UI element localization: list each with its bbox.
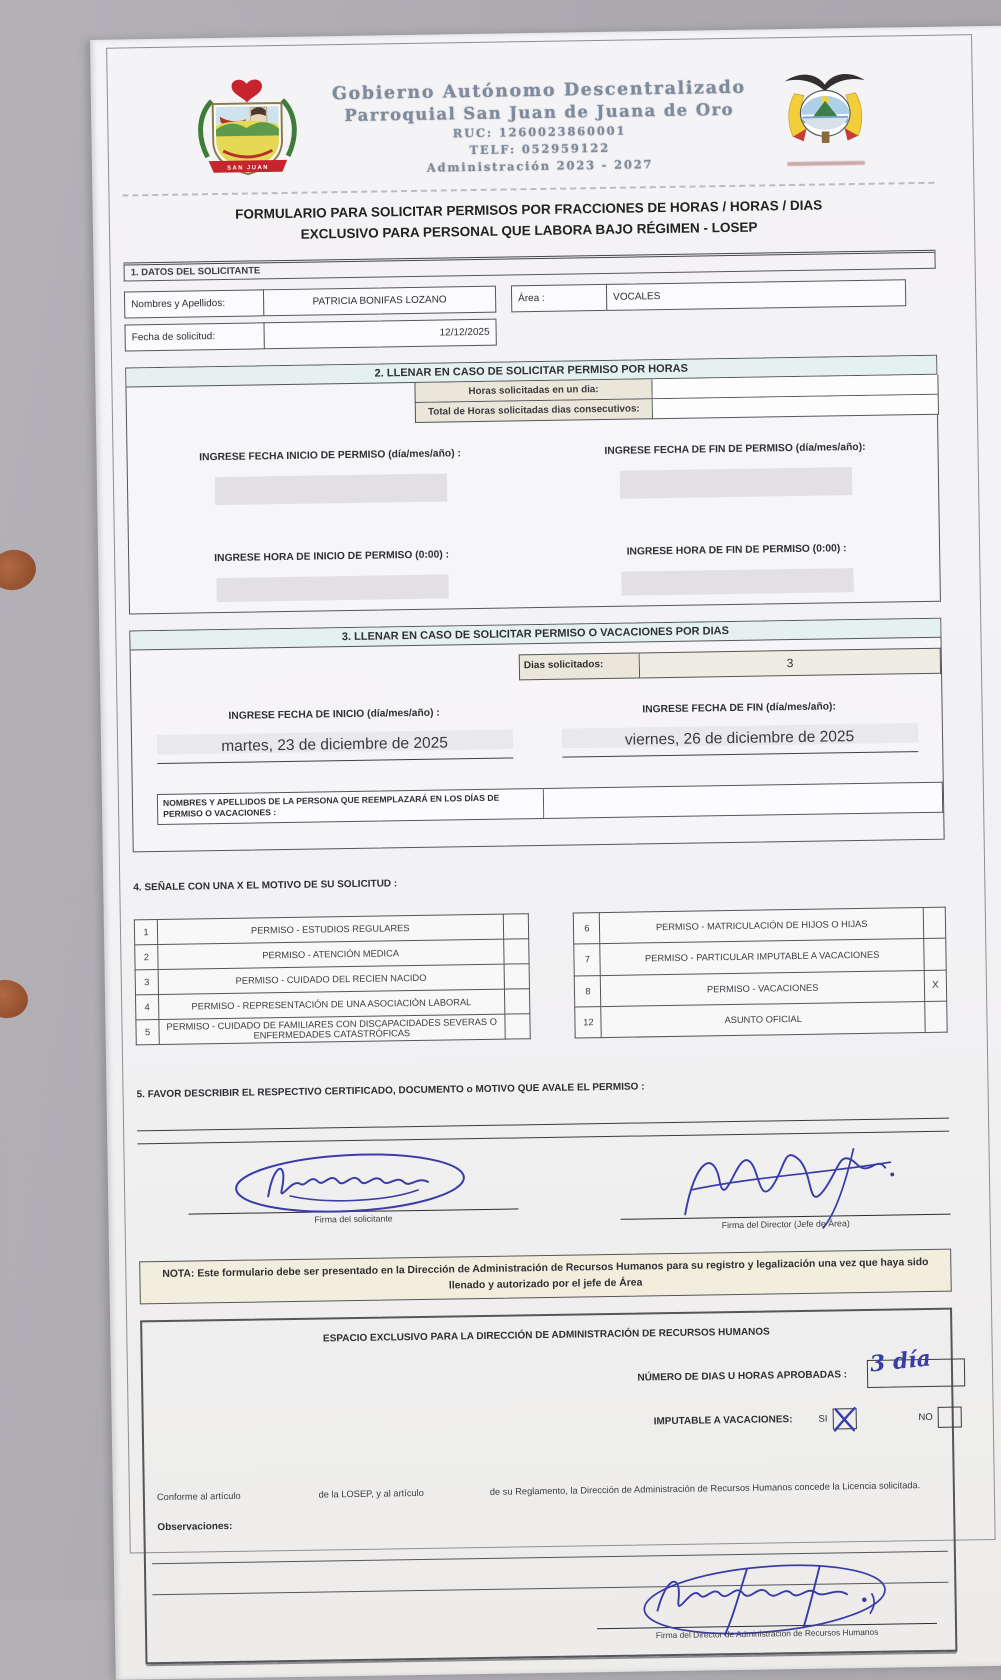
s2-fecha-inicio-field (214, 473, 446, 505)
s2-hora-inicio-label: INGRESE HORA DE INICIO DE PERMISO (0:00) : (214, 549, 450, 564)
area-label: Área : (511, 284, 607, 313)
firma-director-caption: Firma del Director (Jefe de Área) (721, 1218, 850, 1231)
s3-fecha-fin-label: INGRESE FECHA DE FIN (día/mes/año): (642, 701, 836, 716)
s2-fecha-inicio-label: INGRESE FECHA INICIO DE PERMISO (día/mes/año) : (199, 448, 461, 464)
horas-total-value (653, 395, 939, 419)
motives-tables (134, 907, 948, 1046)
motive-row: 5 PERMISO - CUIDADO DE FAMILIARES CON DISCAPACIDADES SEVERAS O ENFERMEDADES CATASTRÓFICAS (136, 1014, 531, 1045)
binder-hole-top (0, 546, 40, 595)
motive-row: 6 PERMISO - MATRICULACIÓN DE HIJOS O HIJAS (574, 907, 946, 944)
org-ruc: RUC: 1260023860001 (452, 123, 627, 141)
nombres-value: PATRICIA BONIFAS LOZANO (263, 285, 496, 316)
motives-table-right (573, 907, 947, 1039)
crest-caption-illegible (787, 161, 865, 166)
describe-line-1 (137, 1118, 949, 1132)
s2-fecha-fin-label: INGRESE FECHA DE FIN DE PERMISO (día/mes/año): (604, 441, 866, 457)
si-checkbox (832, 1408, 856, 1429)
s3-fecha-inicio-label: INGRESE FECHA DE INICIO (día/mes/año) : (228, 707, 440, 722)
firma-rrhh-caption: Firma del Director de Administración de Recursos Humanos (655, 1627, 879, 1641)
dias-solicitados-label: Dias solicitados: (519, 652, 641, 680)
rrhh-box (140, 1308, 957, 1665)
motive-row: 7 PERMISO - PARTICULAR IMPUTABLE A VACACIONES (574, 938, 946, 975)
conforme-part1: Conforme al artículo (156, 1491, 241, 1503)
motive-row: 2 PERMISO - ATENCIÓN MEDICA (135, 939, 530, 970)
dias-solicitados-value: 3 (640, 648, 941, 679)
org-name-line1: Gobierno Autónomo Descentralizado (331, 77, 746, 105)
fecha-solicitud-value: 12/12/2025 (263, 318, 496, 349)
nota-text: Este formulario debe ser presentado en la Dirección de Administración de Recursos Humanos para su registro y legalización una vez que haya sido llenado y autorizado por el jefe de Área (197, 1257, 929, 1292)
motive-row: 8 PERMISO - VACACIONES X (575, 970, 947, 1007)
s2-hora-fin-field (621, 568, 853, 596)
section3-box (129, 618, 944, 853)
s2-fecha-fin-field (619, 467, 851, 499)
paper-sheet (90, 25, 1001, 1679)
no-label: NO (918, 1412, 933, 1424)
s3-fecha-inicio-value: martes, 23 de diciembre de 2025 (156, 729, 512, 764)
motive-mark-cell (923, 907, 945, 939)
nota-label: NOTA: (162, 1268, 195, 1281)
fecha-solicitud-label: Fecha de solicitud: (124, 322, 264, 351)
conforme-part2: de la LOSEP, y al artículo (318, 1488, 424, 1500)
conforme-part3: de su Reglamento, la Dirección de Administración de Recursos Humanos concede la Licencia solicitada. (489, 1480, 921, 1498)
nota-box (139, 1249, 952, 1305)
aprobadas-label: NÚMERO DE DIAS U HORAS APROBADAS : (637, 1369, 848, 1384)
no-checkbox (938, 1407, 962, 1428)
si-label: SI (818, 1413, 828, 1425)
rrhh-header: ESPACIO EXCLUSIVO PARA LA DIRECCIÓN DE ADMINISTRACIÓN DE RECURSOS HUMANOS (322, 1326, 770, 1345)
section2-header: 2. LLENAR EN CASO DE SOLICITAR PERMISO POR HORAS (126, 356, 936, 388)
org-admin-period: Administración 2023 - 2027 (426, 157, 654, 175)
form-title-line1: FORMULARIO PARA SOLICITAR PERMISOS POR FRACCIONES DE HORAS / HORAS / DIAS (235, 197, 823, 222)
imputable-label: IMPUTABLE A VACACIONES: (653, 1414, 793, 1428)
motive-mark-cell (503, 939, 529, 964)
section4-label: 4. SEÑALE CON UNA X EL MOTIVO DE SU SOLICITUD : (133, 878, 398, 894)
motive-row: 4 PERMISO - REPRESENTACIÓN DE UNA ASOCIACIÓN LABORAL (136, 989, 531, 1020)
signature-solicitante (187, 1138, 518, 1238)
aprobadas-handwritten-value: 3 día (868, 1345, 933, 1378)
s2-hora-fin-label: INGRESE HORA DE FIN DE PERMISO (0:00) : (626, 543, 847, 558)
motive-mark-cell (504, 964, 530, 989)
section1-header: 1. DATOS DEL SOLICITANTE (123, 250, 935, 282)
binder-hole-bottom (0, 977, 30, 1021)
motive-mark-cell (925, 1001, 947, 1033)
org-name-line2: Parroquial San Juan de Juana de Oro (344, 99, 735, 126)
horas-total-label: Total de Horas solicitadas dias consecutivos: (415, 399, 653, 423)
motive-row: 1 PERMISO - ESTUDIOS REGULARES (134, 914, 529, 945)
section3-header: 3. LLENAR EN CASO DE SOLICITAR PERMISO O VACACIONES POR DIAS (130, 619, 940, 651)
motives-table-left (134, 913, 531, 1045)
aprobadas-field (867, 1345, 965, 1389)
horas-dia-label: Horas solicitadas en un dia: (414, 379, 652, 403)
parish-coat-of-arms-icon (193, 77, 303, 188)
reemplazo-value (544, 782, 943, 819)
org-telf: TELF: 052959122 (469, 140, 611, 158)
firma-solicitante-caption: Firma del solicitante (314, 1213, 393, 1225)
motive-mark-cell-vacaciones: X (924, 970, 946, 1002)
ecuador-coat-of-arms-icon (777, 68, 875, 166)
motive-mark-cell (924, 938, 946, 970)
reemplazo-label: NOMBRES Y APELLIDOS DE LA PERSONA QUE REEMPLAZARÁ EN LOS DÍAS DE PERMISO O VACACIONES : (157, 788, 544, 825)
hours-table (414, 375, 939, 423)
form-title-line2: EXCLUSIVO PARA PERSONAL QUE LABORA BAJO RÉGIMEN - LOSEP (300, 219, 758, 242)
motive-row: 12 ASUNTO OFICIAL (575, 1001, 947, 1038)
conforme-line (145, 1480, 953, 1503)
s3-fecha-fin-value: viernes, 26 de diciembre de 2025 (561, 723, 917, 758)
section2-box (125, 355, 941, 615)
area-value: VOCALES (606, 279, 906, 311)
observaciones-label: Observaciones: (157, 1521, 233, 1534)
motive-row: 3 PERMISO - CUIDADO DEL RECIEN NACIDO (135, 964, 530, 995)
signature-director-area (619, 1132, 950, 1232)
crest-banner-text: SAN JUAN (227, 164, 269, 172)
s2-hora-inicio-field (216, 574, 448, 602)
motive-mark-cell (504, 989, 530, 1014)
section5-label: 5. FAVOR DESCRIBIR EL RESPECTIVO CERTIFICADO, DOCUMENTO o MOTIVO QUE AVALE EL PERMISO : (136, 1081, 645, 1101)
motive-mark-cell (503, 914, 529, 939)
section1-fields (124, 279, 937, 352)
motive-mark-cell (504, 1014, 530, 1039)
org-header (121, 67, 935, 189)
nombres-label: Nombres y Apellidos: (124, 289, 264, 318)
signature-director-rrhh (596, 1547, 937, 1641)
form-title (123, 194, 936, 249)
